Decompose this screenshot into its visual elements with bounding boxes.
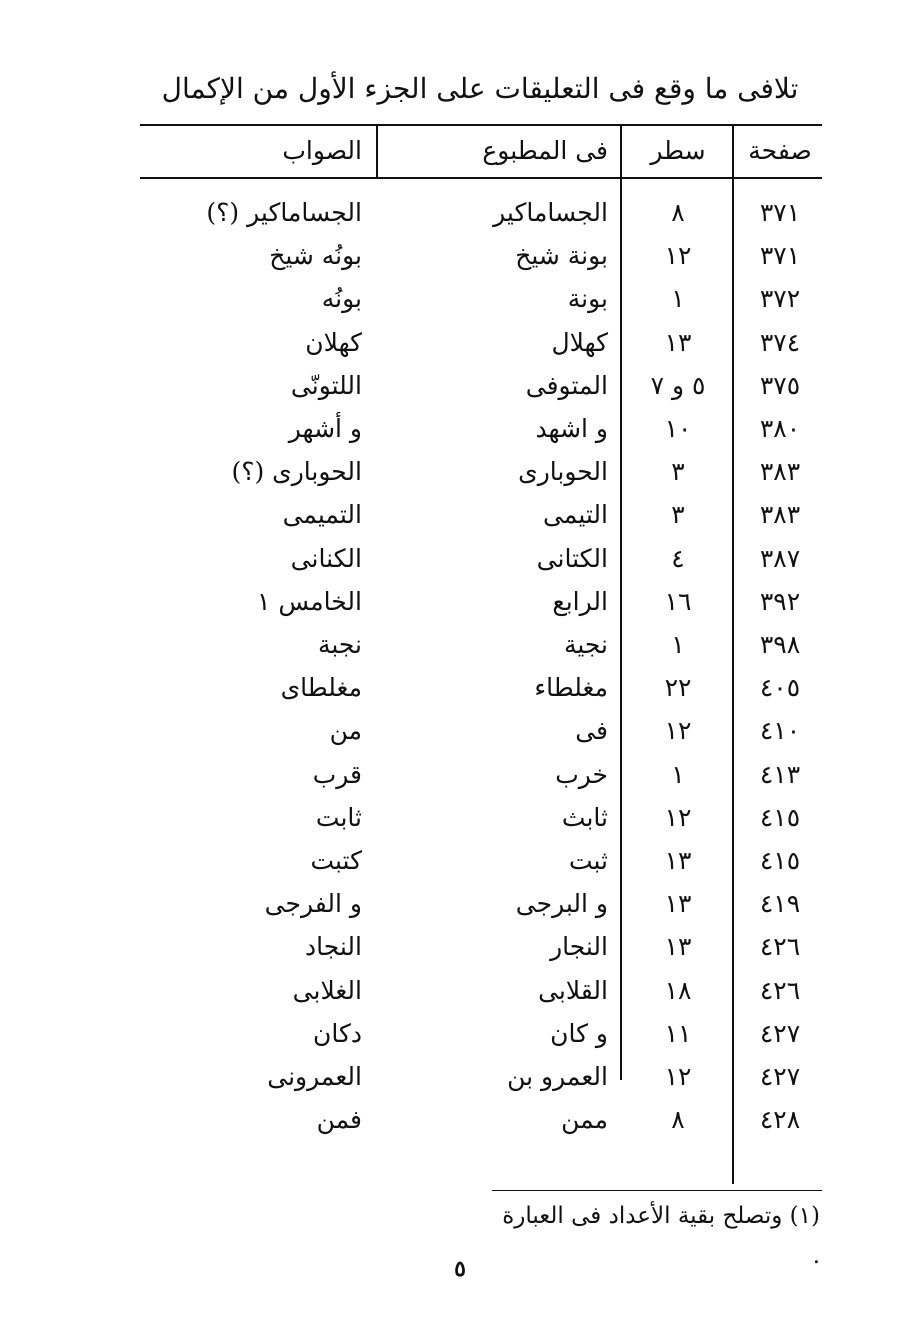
correct-cell: الخامس ١ bbox=[257, 587, 362, 616]
correct-cell: و الفرجى bbox=[264, 889, 362, 918]
correct-cell: ثابت bbox=[315, 803, 362, 832]
page-cell: ٣٨٣ bbox=[759, 500, 801, 529]
correct-cell: نجبة bbox=[317, 630, 362, 659]
line-cell: ١ bbox=[671, 630, 685, 659]
line-cell: ٥ و ٧ bbox=[650, 371, 706, 400]
printed-cell: خرب bbox=[555, 760, 608, 789]
page-cell: ٣٩٨ bbox=[759, 630, 801, 659]
table-header-rule bbox=[140, 177, 822, 179]
correct-cell: بونُه شيخ bbox=[269, 241, 362, 270]
page-cell: ٣٧٥ bbox=[759, 371, 801, 400]
page-cell: ٣٩٢ bbox=[759, 587, 801, 616]
correct-cell: دكان bbox=[312, 1019, 362, 1048]
correct-cell: العمرونى bbox=[267, 1062, 362, 1091]
printed-cell: نجية bbox=[563, 630, 608, 659]
page-cell: ٤٠٥ bbox=[759, 673, 801, 702]
printed-cell: ممن bbox=[561, 1105, 608, 1134]
printed-cell: ثبت bbox=[568, 846, 608, 875]
footnote: (١) وتصلح بقية الأعداد فى العبارة . bbox=[502, 1203, 820, 1269]
page-cell: ٤١٩ bbox=[759, 889, 801, 918]
header-correct: الصواب bbox=[282, 136, 362, 165]
line-cell: ١١ bbox=[664, 1019, 692, 1048]
header-printed: فى المطبوع bbox=[482, 136, 608, 165]
line-cell: ١٣ bbox=[664, 328, 692, 357]
correct-cell: كتبت bbox=[310, 846, 362, 875]
printed-cell: و اشهد bbox=[535, 414, 608, 443]
line-cell: ٨ bbox=[671, 1105, 685, 1134]
page-cell: ٤١٥ bbox=[759, 803, 801, 832]
correct-cell: اللتونّى bbox=[290, 371, 362, 400]
correct-cell: التميمى bbox=[282, 500, 362, 529]
line-cell: ٤ bbox=[671, 544, 685, 573]
correct-cell: و أشهر bbox=[288, 414, 362, 443]
printed-cell: الجساماكير bbox=[493, 198, 608, 227]
printed-cell: فى bbox=[575, 716, 608, 745]
footnote-rule bbox=[492, 1190, 822, 1191]
correct-cell: الجساماكير (؟) bbox=[206, 198, 362, 227]
printed-cell: بونة bbox=[567, 284, 608, 313]
page-cell: ٣٧١ bbox=[759, 241, 801, 270]
printed-cell: المتوفى bbox=[525, 371, 608, 400]
line-cell: ١٣ bbox=[664, 889, 692, 918]
printed-cell: كهلال bbox=[551, 328, 608, 357]
printed-cell: الرابع bbox=[552, 587, 608, 616]
correct-cell: قرب bbox=[312, 760, 362, 789]
printed-cell: القلابى bbox=[538, 976, 608, 1005]
line-cell: ١٠ bbox=[664, 414, 692, 443]
page-cell: ٤٢٦ bbox=[759, 932, 801, 961]
line-cell: ١٢ bbox=[664, 241, 692, 270]
page-cell: ٣٧١ bbox=[759, 198, 801, 227]
page-cell: ٣٨٣ bbox=[759, 457, 801, 486]
line-cell: ١٣ bbox=[664, 932, 692, 961]
printed-cell: الحوبارى bbox=[518, 457, 608, 486]
printed-cell: ثابث bbox=[561, 803, 608, 832]
correct-cell: فمن bbox=[316, 1105, 362, 1134]
correct-cell: الحوبارى (؟) bbox=[231, 457, 362, 486]
line-cell: ١ bbox=[671, 760, 685, 789]
column-divider bbox=[620, 124, 622, 1080]
correct-cell: بونُه bbox=[321, 284, 362, 313]
correct-cell: الكنانى bbox=[290, 544, 362, 573]
line-cell: ٢٢ bbox=[664, 673, 692, 702]
column-divider bbox=[376, 124, 378, 177]
line-cell: ١٦ bbox=[664, 587, 692, 616]
printed-cell: العمرو بن bbox=[507, 1062, 608, 1091]
line-cell: ٣ bbox=[671, 500, 685, 529]
correct-cell: النجاد bbox=[305, 932, 362, 961]
page-cell: ٤١٥ bbox=[759, 846, 801, 875]
header-line: سطر bbox=[650, 136, 706, 165]
page-cell: ٣٨٠ bbox=[759, 414, 801, 443]
table-top-rule bbox=[140, 124, 822, 126]
page-cell: ٤٢٧ bbox=[759, 1062, 801, 1091]
column-divider bbox=[732, 124, 734, 1184]
line-cell: ١٢ bbox=[664, 803, 692, 832]
header-page: صفحة bbox=[748, 136, 812, 165]
printed-cell: الكتانى bbox=[536, 544, 608, 573]
correct-cell: مغلطاى bbox=[280, 673, 362, 702]
printed-cell: و البرجى bbox=[515, 889, 608, 918]
printed-cell: و كان bbox=[550, 1019, 608, 1048]
printed-cell: النجار bbox=[550, 932, 608, 961]
line-cell: ١ bbox=[671, 284, 685, 313]
correct-cell: كهلان bbox=[305, 328, 362, 357]
page-cell: ٣٧٤ bbox=[759, 328, 801, 357]
line-cell: ٨ bbox=[671, 198, 685, 227]
line-cell: ٣ bbox=[671, 457, 685, 486]
page-cell: ٣٧٢ bbox=[759, 284, 801, 313]
line-cell: ١٢ bbox=[664, 716, 692, 745]
page-cell: ٤٢٦ bbox=[759, 976, 801, 1005]
printed-cell: مغلطاء bbox=[534, 673, 608, 702]
correct-cell: الغلابى bbox=[292, 976, 362, 1005]
line-cell: ١٨ bbox=[664, 976, 692, 1005]
page-number: ٥ bbox=[454, 1256, 466, 1282]
page-cell: ٣٨٧ bbox=[759, 544, 801, 573]
page-title: تلافى ما وقع فى التعليقات على الجزء الأول من الإكمال bbox=[161, 72, 799, 105]
correct-cell: من bbox=[329, 716, 362, 745]
page-cell: ٤١٠ bbox=[759, 716, 801, 745]
line-cell: ١٣ bbox=[664, 846, 692, 875]
line-cell: ١٢ bbox=[664, 1062, 692, 1091]
page-cell: ٤١٣ bbox=[759, 760, 801, 789]
page-cell: ٤٢٨ bbox=[759, 1105, 801, 1134]
printed-cell: بونة شيخ bbox=[515, 241, 608, 270]
page-cell: ٤٢٧ bbox=[759, 1019, 801, 1048]
printed-cell: التيمى bbox=[543, 500, 608, 529]
